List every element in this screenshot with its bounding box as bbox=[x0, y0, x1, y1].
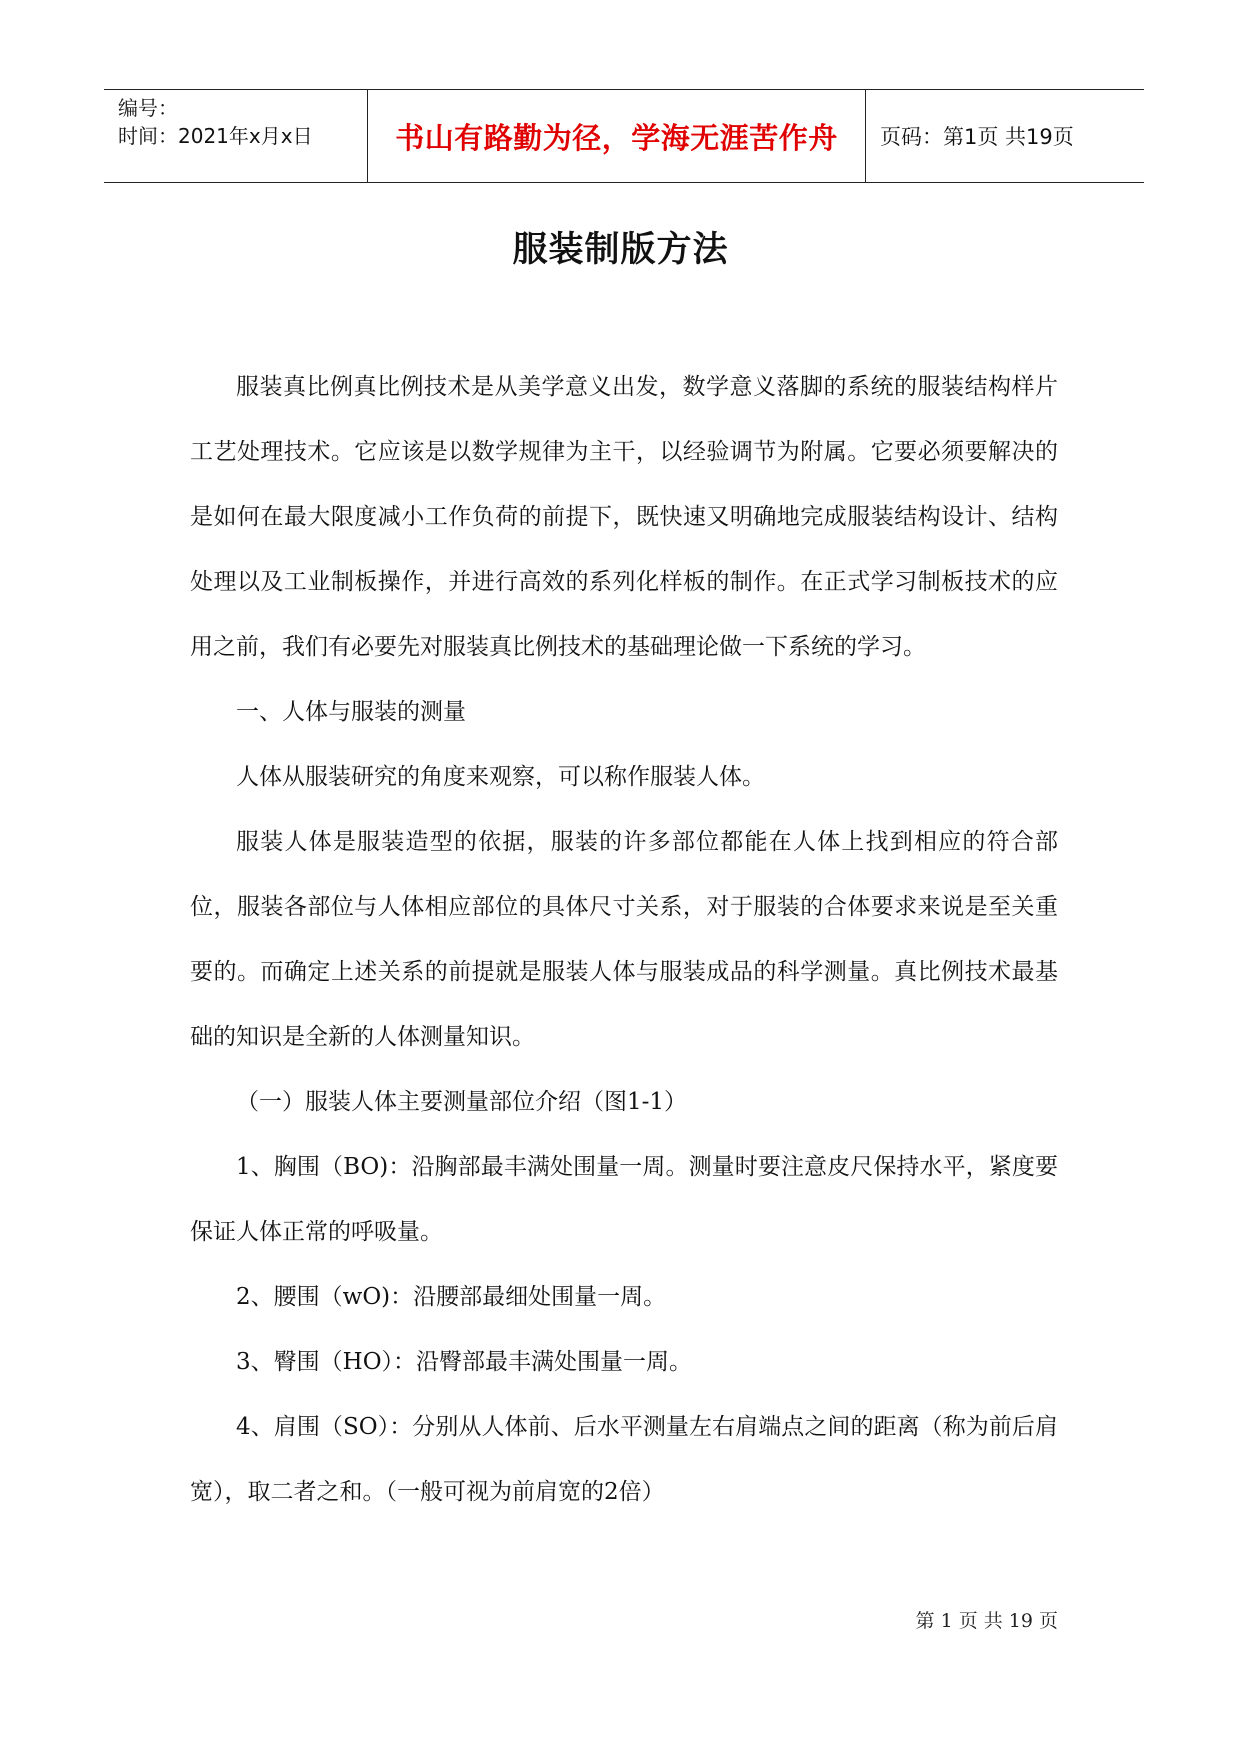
paragraph: 服装真比例真比例技术是从美学意义出发，数学意义落脚的系统的服装结构样片工艺处理技术。它应该是以数学规律为主干，以经验调节为附属。它要必须要解决的是如何在最大限度减小工作负荷的前提下，既快速又明确地完成服装结构设计、结构处理以及工业制板操作，并进行高效的系列化样板的制作。在正式学习制板技术的应用之前，我们有必要先对服装真比例技术的基础理论做一下系统的学习。 bbox=[190, 374, 1058, 660]
list-item: 2、腰围（wO)：沿腰部最细处围量一周。 bbox=[236, 1284, 667, 1310]
serial-label: 编号： bbox=[118, 96, 178, 120]
subsection-heading: （一）服装人体主要测量部位介绍（图1-1） bbox=[236, 1089, 688, 1115]
motto-text: 书山有路勤为径，学海无涯苦作舟 bbox=[395, 120, 838, 155]
header-page-cell bbox=[866, 90, 1144, 182]
list-item: 1、胸围（BO)：沿胸部最丰满处围量一周。测量时要注意皮尺保持水平，紧度要保证人体正常的呼吸量。 bbox=[190, 1154, 1058, 1245]
header-motto-cell bbox=[368, 90, 866, 182]
header-table bbox=[104, 89, 1144, 183]
page-footer: 第 1 页 共 19 页 bbox=[915, 1610, 1058, 1632]
list-item: 4、肩围（SO）：分别从人体前、后水平测量左右肩端点之间的距离（称为前后肩宽），取二者之和。（一般可视为前肩宽的2倍） bbox=[190, 1414, 1058, 1505]
header-info-cell bbox=[104, 90, 368, 182]
document-body bbox=[190, 355, 1058, 1525]
time-label: 时间：2021年x月x日 bbox=[118, 124, 313, 148]
page-number-label: 页码：第1页 共19页 bbox=[880, 125, 1074, 149]
paragraph: 服装人体是服装造型的依据，服装的许多部位都能在人体上找到相应的符合部位，服装各部位与人体相应部位的具体尺寸关系，对于服装的合体要求来说是至关重要的。而确定上述关系的前提就是服装人体与服装成品的科学测量。真比例技术最基础的知识是全新的人体测量知识。 bbox=[190, 829, 1058, 1050]
section-heading: 一、人体与服装的测量 bbox=[236, 699, 466, 725]
paragraph: 人体从服装研究的角度来观察，可以称作服装人体。 bbox=[236, 764, 765, 790]
document-title: 服装制版方法 bbox=[512, 230, 729, 270]
list-item: 3、臀围（HO）：沿臀部最丰满处围量一周。 bbox=[236, 1349, 693, 1375]
